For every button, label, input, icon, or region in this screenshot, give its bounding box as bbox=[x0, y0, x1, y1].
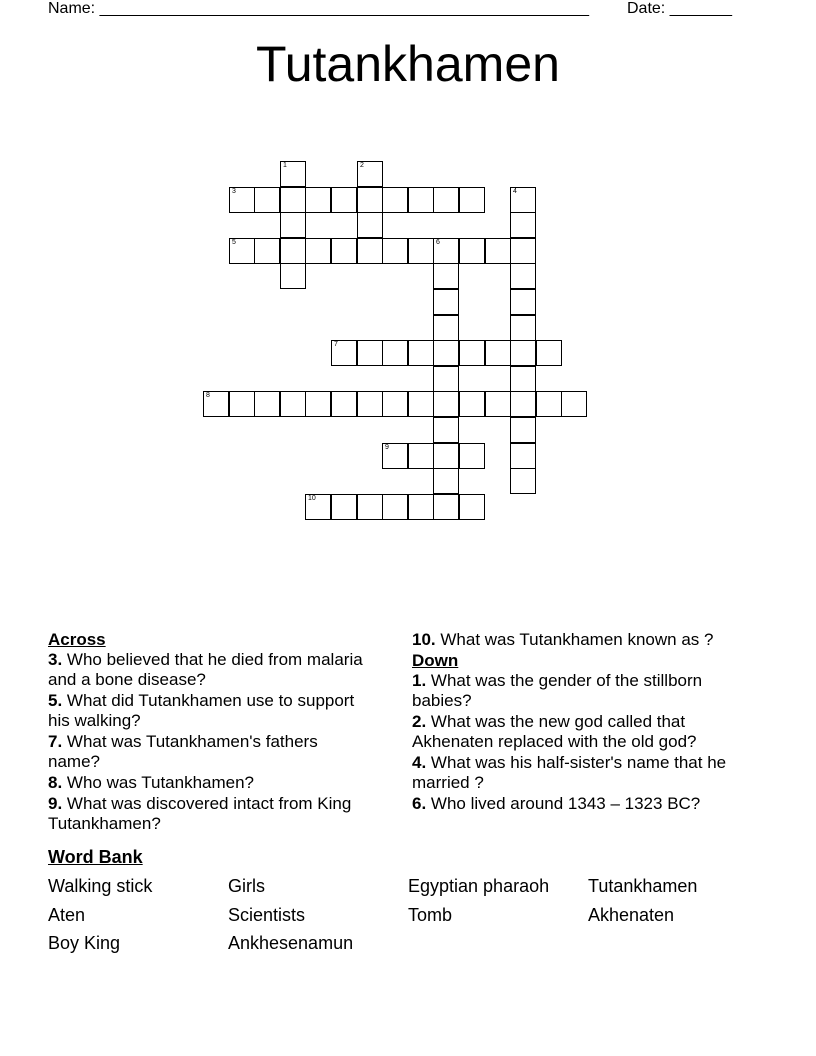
crossword-cell[interactable] bbox=[357, 212, 383, 238]
clue-number-label: 5 bbox=[232, 239, 236, 246]
crossword-cell[interactable] bbox=[357, 340, 383, 366]
word-bank-word: Walking stick bbox=[48, 876, 153, 896]
clue-number-label: 3 bbox=[232, 188, 236, 195]
crossword-cell[interactable] bbox=[510, 289, 536, 315]
crossword-cell[interactable] bbox=[331, 494, 357, 520]
crossword-cell[interactable] bbox=[485, 238, 511, 264]
clue-across-9 bbox=[48, 794, 368, 834]
crossword-cell[interactable] bbox=[254, 187, 280, 213]
clue-number: 4. bbox=[412, 753, 427, 772]
crossword-cell[interactable] bbox=[459, 494, 485, 520]
clue-across-8 bbox=[48, 773, 368, 793]
clue-text: Who was Tutankhamen? bbox=[62, 773, 255, 792]
clue-down-2 bbox=[412, 712, 757, 752]
clue-text: What was Tutankhamen's fathers name? bbox=[48, 732, 318, 771]
crossword-cell[interactable] bbox=[510, 238, 536, 264]
crossword-cell[interactable] bbox=[510, 443, 536, 469]
crossword-cell[interactable] bbox=[459, 340, 485, 366]
crossword-cell[interactable] bbox=[305, 187, 331, 213]
crossword-cell[interactable] bbox=[561, 391, 587, 417]
clue-across-5 bbox=[48, 691, 368, 731]
clue-number: 5. bbox=[48, 691, 63, 710]
clue-number-label: 9 bbox=[385, 444, 389, 451]
crossword-cell[interactable] bbox=[433, 366, 459, 392]
crossword-cell[interactable] bbox=[510, 366, 536, 392]
crossword-cell[interactable] bbox=[382, 443, 408, 469]
crossword-cell[interactable] bbox=[280, 263, 306, 289]
crossword-cell[interactable] bbox=[433, 443, 459, 469]
clue-number: 6. bbox=[412, 794, 427, 813]
crossword-cell[interactable] bbox=[229, 238, 255, 264]
clue-number: 10. bbox=[412, 630, 436, 649]
clue-across-10 bbox=[412, 630, 757, 650]
crossword-cell[interactable] bbox=[382, 238, 408, 264]
crossword-cell[interactable] bbox=[280, 161, 306, 187]
crossword-cell[interactable] bbox=[433, 340, 459, 366]
word-bank-word: Ankhesenamun bbox=[228, 933, 354, 953]
crossword-cell[interactable] bbox=[408, 187, 434, 213]
across-heading: Across bbox=[48, 630, 106, 649]
crossword-cell[interactable] bbox=[510, 187, 536, 213]
clue-text: What was the gender of the stillborn babies? bbox=[412, 671, 703, 710]
crossword-cell[interactable] bbox=[357, 494, 383, 520]
clue-number: 1. bbox=[412, 671, 427, 690]
clue-down-4 bbox=[412, 753, 757, 793]
down-heading: Down bbox=[412, 651, 459, 670]
crossword-cell[interactable] bbox=[510, 468, 536, 494]
crossword-cell[interactable] bbox=[280, 238, 306, 264]
word-bank-word: Tutankhamen bbox=[588, 876, 698, 896]
word-bank-word: Aten bbox=[48, 905, 86, 925]
crossword-cell[interactable] bbox=[280, 391, 306, 417]
crossword-cell[interactable] bbox=[408, 391, 434, 417]
crossword-cell[interactable] bbox=[485, 340, 511, 366]
crossword-cell[interactable] bbox=[229, 391, 255, 417]
crossword-cell[interactable] bbox=[433, 494, 459, 520]
clue-text: What was his half-sister's name that he married ? bbox=[412, 753, 727, 792]
crossword-cell[interactable] bbox=[203, 391, 229, 417]
word-bank-heading: Word Bank bbox=[48, 847, 143, 867]
crossword-cell[interactable] bbox=[510, 391, 536, 417]
clue-number: 8. bbox=[48, 773, 63, 792]
clue-text: What was the new god called that Akhenaten replaced with the old god? bbox=[412, 712, 697, 751]
date-field-line: Date: _______ bbox=[627, 0, 732, 17]
crossword-cell[interactable] bbox=[510, 340, 536, 366]
crossword-cell[interactable] bbox=[433, 263, 459, 289]
crossword-cell[interactable] bbox=[408, 494, 434, 520]
clue-across-3 bbox=[48, 650, 368, 690]
clue-number-label: 1 bbox=[283, 162, 287, 169]
clue-number-label: 4 bbox=[513, 188, 517, 195]
word-bank-word: Tomb bbox=[408, 905, 453, 925]
crossword-cell[interactable] bbox=[305, 391, 331, 417]
clue-number: 7. bbox=[48, 732, 63, 751]
crossword-cell[interactable] bbox=[433, 289, 459, 315]
clue-text: What was discovered intact from King Tutankhamen? bbox=[48, 794, 352, 833]
crossword-cell[interactable] bbox=[408, 340, 434, 366]
crossword-cell[interactable] bbox=[280, 212, 306, 238]
clue-number-label: 7 bbox=[334, 341, 338, 348]
crossword-cell[interactable] bbox=[408, 443, 434, 469]
crossword-cell[interactable] bbox=[331, 391, 357, 417]
crossword-cell[interactable] bbox=[357, 391, 383, 417]
crossword-cell[interactable] bbox=[433, 468, 459, 494]
crossword-cell[interactable] bbox=[433, 417, 459, 443]
word-bank-word: Akhenaten bbox=[588, 905, 675, 925]
puzzle-title: Tutankhamen bbox=[256, 36, 560, 92]
crossword-cell[interactable] bbox=[408, 238, 434, 264]
clues-left-column bbox=[48, 630, 368, 835]
crossword-cell[interactable] bbox=[459, 391, 485, 417]
crossword-cell[interactable] bbox=[280, 187, 306, 213]
crossword-cell[interactable] bbox=[433, 391, 459, 417]
crossword-cell[interactable] bbox=[331, 340, 357, 366]
crossword-cell[interactable] bbox=[382, 340, 408, 366]
clue-text: What did Tutankhamen use to support his walking? bbox=[48, 691, 355, 730]
crossword-cell[interactable] bbox=[305, 238, 331, 264]
crossword-cell[interactable] bbox=[357, 187, 383, 213]
clue-number-label: 10 bbox=[308, 495, 316, 502]
crossword-cell[interactable] bbox=[433, 187, 459, 213]
clue-number-label: 6 bbox=[436, 239, 440, 246]
crossword-cell[interactable] bbox=[536, 391, 562, 417]
word-bank-word: Egyptian pharaoh bbox=[408, 876, 550, 896]
clue-down-1 bbox=[412, 671, 757, 711]
crossword-cell[interactable] bbox=[433, 315, 459, 341]
crossword-cell[interactable] bbox=[357, 238, 383, 264]
crossword-cell[interactable] bbox=[433, 238, 459, 264]
crossword-cell[interactable] bbox=[510, 263, 536, 289]
word-bank-word: Girls bbox=[228, 876, 265, 896]
clue-across-7 bbox=[48, 732, 368, 772]
crossword-cell[interactable] bbox=[331, 187, 357, 213]
crossword-cell[interactable] bbox=[510, 212, 536, 238]
clue-text: Who lived around 1343 – 1323 BC? bbox=[426, 794, 701, 813]
crossword-cell[interactable] bbox=[382, 494, 408, 520]
word-bank-word: Boy King bbox=[48, 933, 121, 953]
name-field-line: Name: _______________________________________________________ bbox=[48, 0, 589, 17]
clue-down-6 bbox=[412, 794, 757, 814]
crossword-cell[interactable] bbox=[485, 391, 511, 417]
clue-number-label: 8 bbox=[206, 392, 210, 399]
crossword-cell[interactable] bbox=[382, 187, 408, 213]
clues-right-column bbox=[412, 630, 757, 815]
crossword-cell[interactable] bbox=[382, 391, 408, 417]
crossword-cell[interactable] bbox=[229, 187, 255, 213]
clue-number: 9. bbox=[48, 794, 63, 813]
crossword-cell[interactable] bbox=[459, 443, 485, 469]
crossword-cell[interactable] bbox=[331, 238, 357, 264]
crossword-cell[interactable] bbox=[305, 494, 331, 520]
crossword-cell[interactable] bbox=[459, 187, 485, 213]
clue-text: What was Tutankhamen known as ? bbox=[435, 630, 714, 649]
clue-number: 2. bbox=[412, 712, 427, 731]
clue-text: Who believed that he died from malaria and a bone disease? bbox=[48, 650, 363, 689]
word-bank-word: Scientists bbox=[228, 905, 306, 925]
crossword-cell[interactable] bbox=[254, 238, 280, 264]
crossword-cell[interactable] bbox=[459, 238, 485, 264]
crossword-cell[interactable] bbox=[536, 340, 562, 366]
crossword-cell[interactable] bbox=[254, 391, 280, 417]
clue-number-label: 2 bbox=[360, 162, 364, 169]
crossword-cell[interactable] bbox=[510, 417, 536, 443]
crossword-cell[interactable] bbox=[357, 161, 383, 187]
clue-number: 3. bbox=[48, 650, 63, 669]
crossword-cell[interactable] bbox=[510, 315, 536, 341]
